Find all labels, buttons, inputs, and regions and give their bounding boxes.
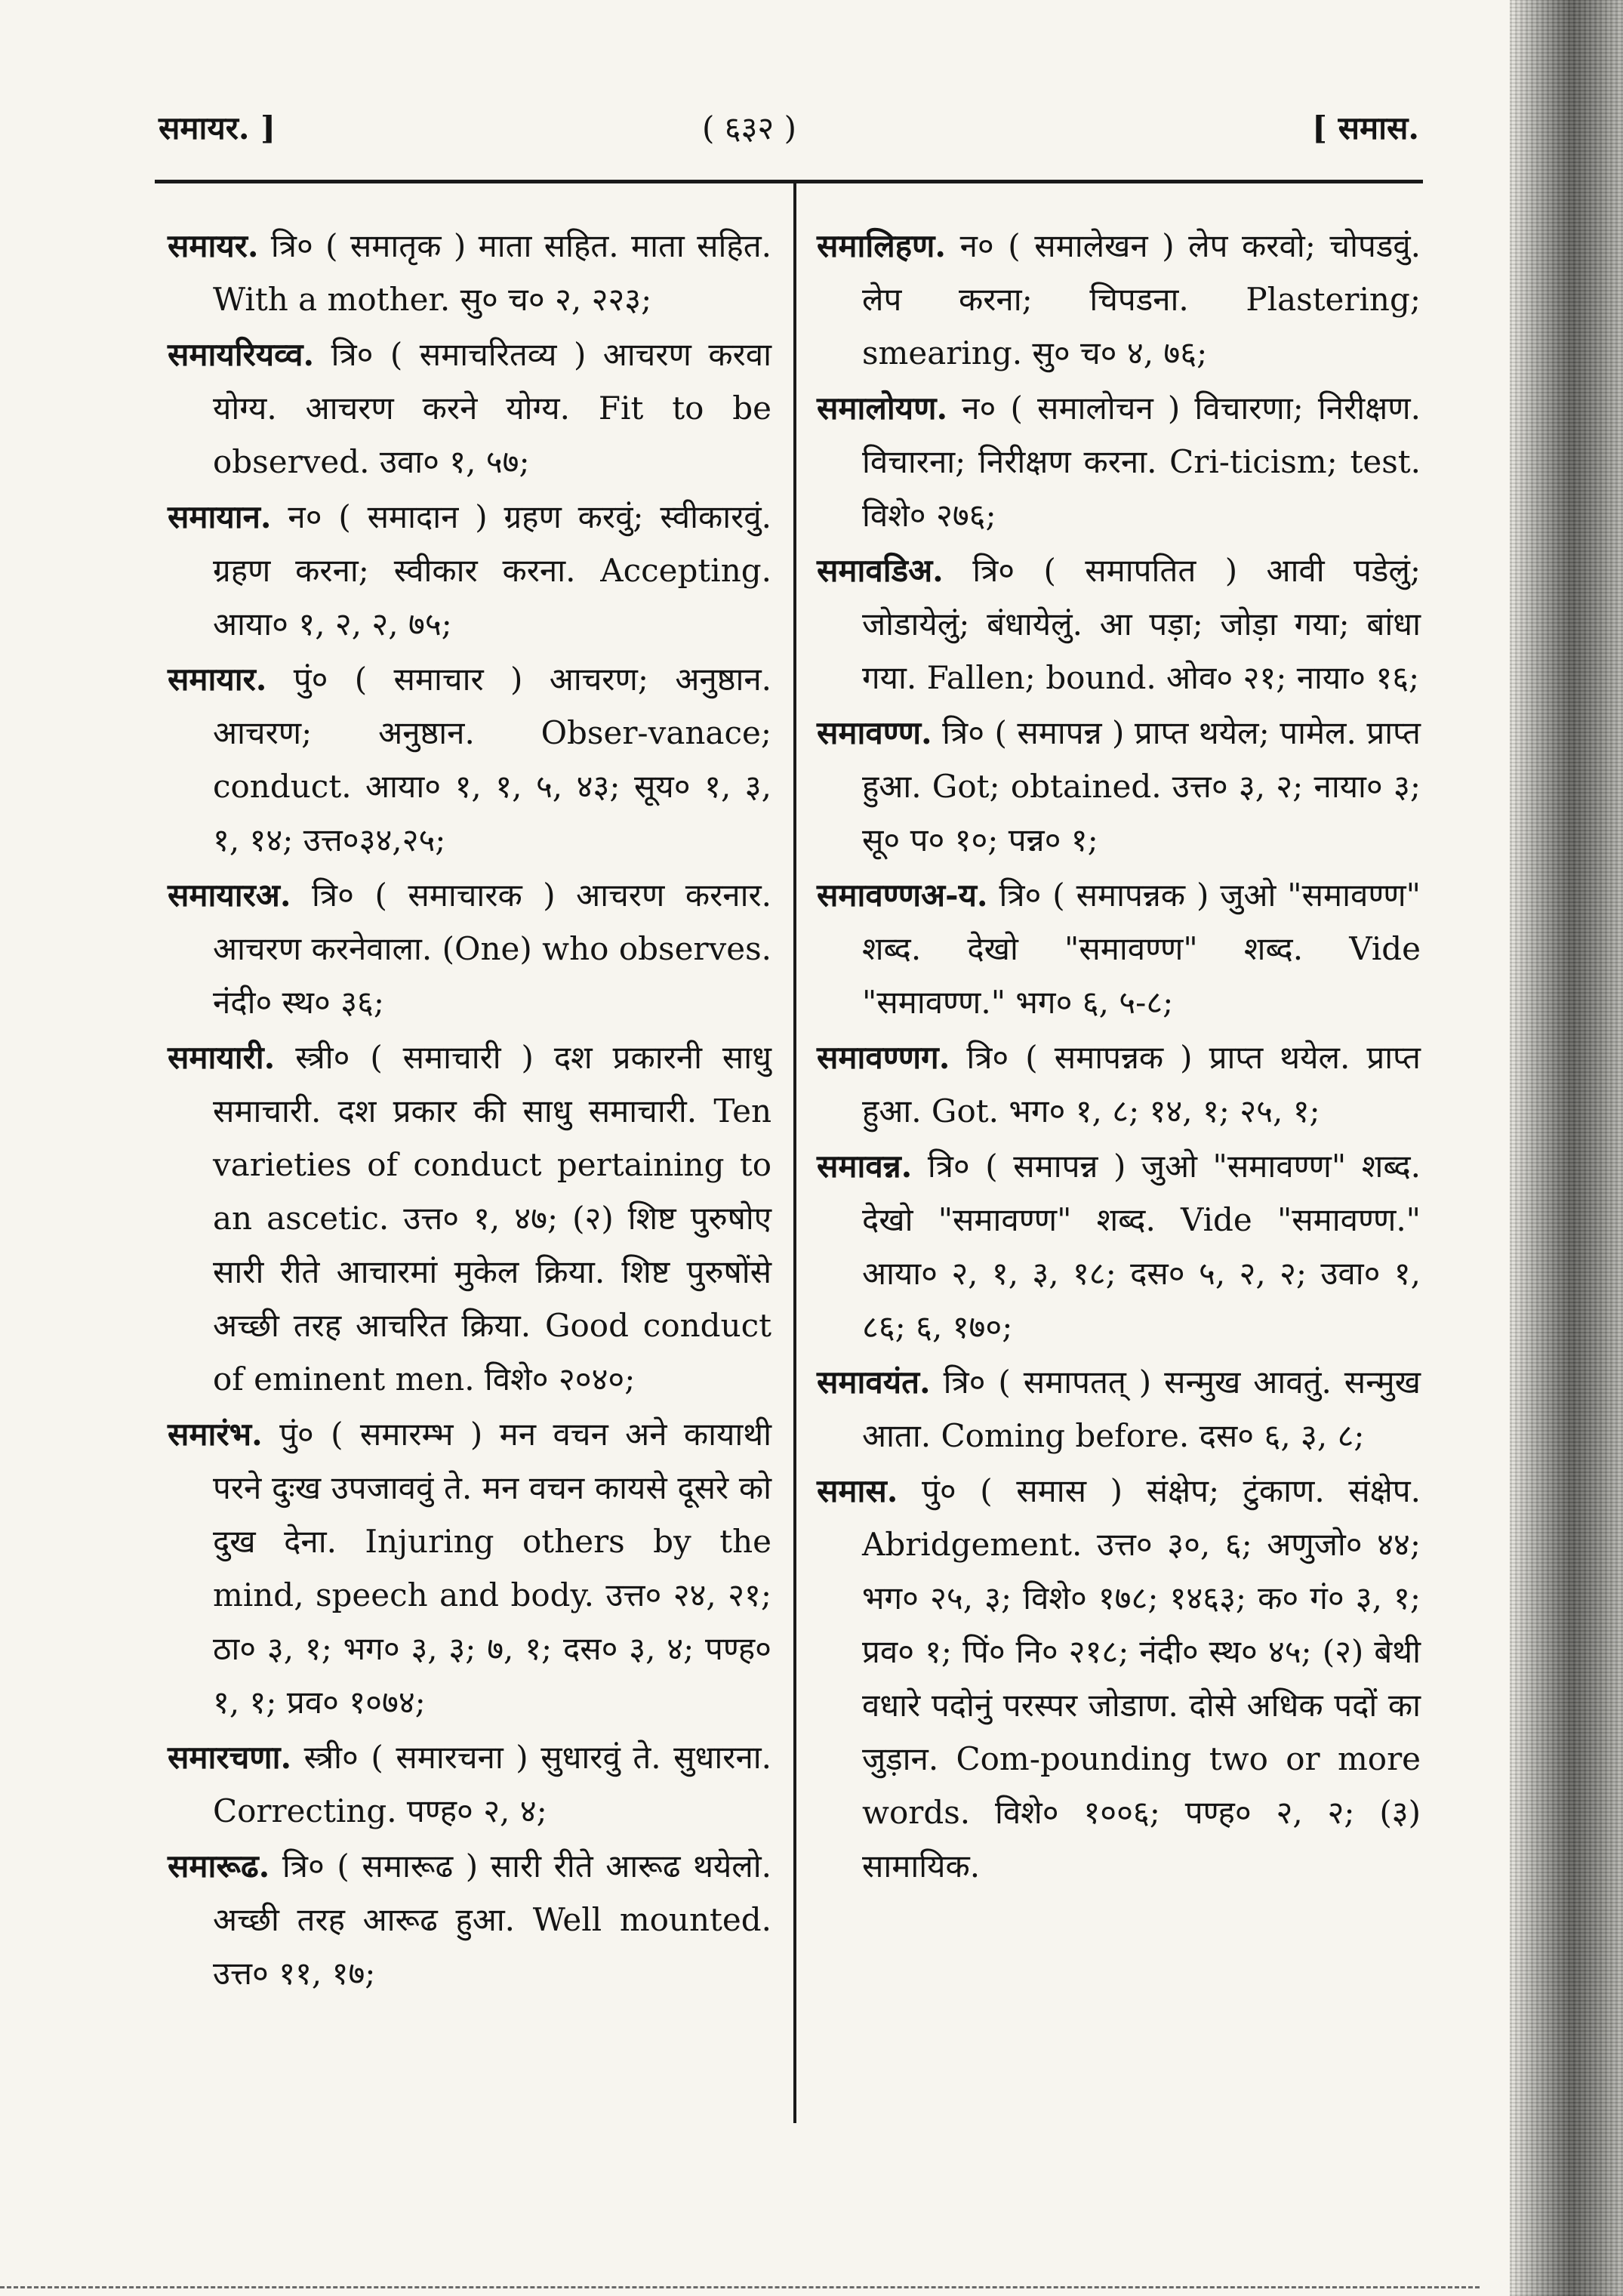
entry-headword: समावण्ण. <box>817 714 932 751</box>
entry-headword: समायरियव्व. <box>168 336 315 373</box>
dictionary-entry <box>168 328 771 488</box>
entry-headword: समावन्न. <box>817 1148 913 1185</box>
dictionary-entry <box>817 1139 1421 1354</box>
dictionary-entry <box>817 219 1421 380</box>
entry-body: स्त्री० ( समाचारी ) दश प्रकारनी साधु समाचारी. दश प्रकार की साधु समाचारी. Ten varieties of conduct pertaining to an ascetic. उत्त० १, ४७; (२) शिष्ट पुरुषोए सारी रीते आचारमां मुकेल क्रिया. शिष्ट पुरुषोंसे अच्छी तरह आचरित क्रिया. Good conduct of eminent men. विशे० २०४०; <box>213 1039 771 1398</box>
dictionary-entry <box>168 1031 771 1406</box>
entry-headword: समावयंत. <box>817 1364 931 1401</box>
dictionary-entry <box>817 706 1421 867</box>
dictionary-entry <box>817 1355 1421 1462</box>
dictionary-entry <box>817 381 1421 542</box>
entry-headword: समालोयण. <box>817 390 948 427</box>
entry-headword: समायर. <box>168 227 259 264</box>
dictionary-entry <box>168 868 771 1029</box>
entry-headword: समायारी. <box>168 1039 276 1076</box>
entry-body: न० ( समादान ) ग्रहण करवुं; स्वीकारवुं. ग्रहण करना; स्वीकार करना. Accepting. आया० १, २, २, ७५; <box>213 498 771 643</box>
entry-body: त्रि० ( समाचारक ) आचरण करनार. आचरण करनेवाला. (One) who observes. नंदी० स्थ० ३६; <box>213 877 771 1021</box>
entry-headword: समावण्णग. <box>817 1039 950 1076</box>
entry-headword: समावण्णअ-य. <box>817 877 988 914</box>
right-column <box>817 219 1421 1894</box>
entry-body: त्रि० ( समाचरितव्य ) आचरण करवा योग्य. आचरण करने योग्य. Fit to be observed. उवा० १, ५७; <box>213 336 771 480</box>
dictionary-entry <box>168 1839 771 2000</box>
entry-headword: समायारअ. <box>168 877 291 914</box>
header-rule <box>155 180 1423 183</box>
entry-headword: समायार. <box>168 661 267 698</box>
entry-body: न० ( समालेखन ) लेप करवो; चोपडवुं. लेप करना; चिपडना. Plastering; smearing. सु० च० ४, ७६; <box>862 227 1421 371</box>
header-right-guide-word: [ समास. <box>1312 109 1419 146</box>
entry-body: त्रि० ( समापन्न ) प्राप्त थयेल; पामेल. प्राप्त हुआ. Got; obtained. उत्त० ३, २; नाया० ३; सू० प० १०; पन्न० १; <box>862 714 1421 858</box>
entry-headword: समावडिअ. <box>817 552 944 589</box>
dictionary-entry <box>817 868 1421 1029</box>
dictionary-entry <box>168 219 771 326</box>
entry-body: त्रि० ( समापतित ) आवी पडेलुं; जोडायेलुं; बंधायेलुं. आ पड़ा; जोड़ा गया; बांधा गया. Fallen; bound. ओव० २१; नाया० १६; <box>862 552 1421 696</box>
entry-body: पुं० ( समारम्भ ) मन वचन अने कायाथी परने दुःख उपजाववुं ते. मन वचन कायसे दूसरे को दुख देना. Injuring others by the mind, speech and body. उत्त० २४, २१; ठा० ३, १; भग० ३, ३; ७, १; दस० ३, ४; पण्ह० १, १; प्रव० १०७४; <box>213 1416 771 1721</box>
dictionary-entry <box>168 1730 771 1838</box>
column-divider <box>793 183 796 2123</box>
entry-headword: समारचणा. <box>168 1739 292 1776</box>
dictionary-entry <box>817 1464 1421 1893</box>
page-header <box>159 98 1419 159</box>
binding-edge <box>1510 0 1623 2296</box>
page-bottom-edge <box>0 2286 1480 2288</box>
entry-body: न० ( समालोचन ) विचारणा; निरीक्षण. विचारना; निरीक्षण करना. Cri-ticism; test. विशे० २७६; <box>862 390 1421 534</box>
page-number: ( ६३२ ) <box>702 109 796 146</box>
entry-body: पुं० ( समास ) संक्षेप; टुंकाण. संक्षेप. Abridgement. उत्त० ३०, ६; अणुजो० ४४; भग० २५, ३; विशे० १७८; १४६३; क० गं० ३, १; प्रव० १; पिं० नि० २१८; नंदी० स्थ० ४५; (२) बेथी वधारे पदोनुं परस्पर जोडाण. दोसे अधिक पदों का जुड़ान. Com-pounding two or more words. विशे० १००६; पण्ह० २, २; (३) सामायिक. <box>862 1472 1421 1885</box>
header-left-guide-word: समायर. ] <box>159 109 276 146</box>
dictionary-entry <box>168 490 771 651</box>
entry-body: त्रि० ( समापन्नक ) जुओ "समावण्ण" शब्द. देखो "समावण्ण" शब्द. Vide "समावण्ण." भग० ६, ५-८; <box>862 877 1421 1021</box>
entry-body: स्त्री० ( समारचना ) सुधारवुं ते. सुधारना. Correcting. पण्ह० २, ४; <box>213 1739 771 1829</box>
left-column <box>168 219 771 2002</box>
dictionary-entry <box>817 1031 1421 1138</box>
entry-headword: समारंभ. <box>168 1416 263 1453</box>
dictionary-entry <box>817 544 1421 704</box>
entry-body: त्रि० ( समापन्नक ) प्राप्त थयेल. प्राप्त हुआ. Got. भग० १, ८; १४, १; २५, १; <box>862 1039 1421 1130</box>
entry-headword: समारूढ. <box>168 1848 270 1885</box>
entry-body: त्रि० ( समापतत् ) सन्मुख आवतुं. सन्मुख आता. Coming before. दस० ६, ३, ८; <box>862 1364 1421 1454</box>
entry-body: पुं० ( समाचार ) आचरण; अनुष्ठान. आचरण; अनुष्ठान. Obser-vanace; conduct. आया० १, १, ५, ४३; सूय० १, ३, १, १४; उत्त०३४,२५; <box>213 661 771 858</box>
dictionary-entry <box>168 652 771 867</box>
dictionary-entry <box>168 1407 771 1729</box>
entry-body: त्रि० ( समापन्न ) जुओ "समावण्ण" शब्द. देखो "समावण्ण" शब्द. Vide "समावण्ण." आया० २, १, ३, १८; दस० ५, २, २; उवा० १, ८६; ६, १७०; <box>862 1148 1421 1345</box>
entry-body: त्रि० ( समारूढ ) सारी रीते आरूढ थयेलो. अच्छी तरह आरूढ हुआ. Well mounted. उत्त० ११, १७; <box>213 1848 771 1992</box>
entry-headword: समालिहण. <box>817 227 947 264</box>
entry-headword: समास. <box>817 1472 898 1509</box>
entry-body: त्रि० ( समातृक ) माता सहित. माता सहित. With a mother. सु० च० २, २२३; <box>213 227 771 318</box>
entry-headword: समायान. <box>168 498 272 535</box>
